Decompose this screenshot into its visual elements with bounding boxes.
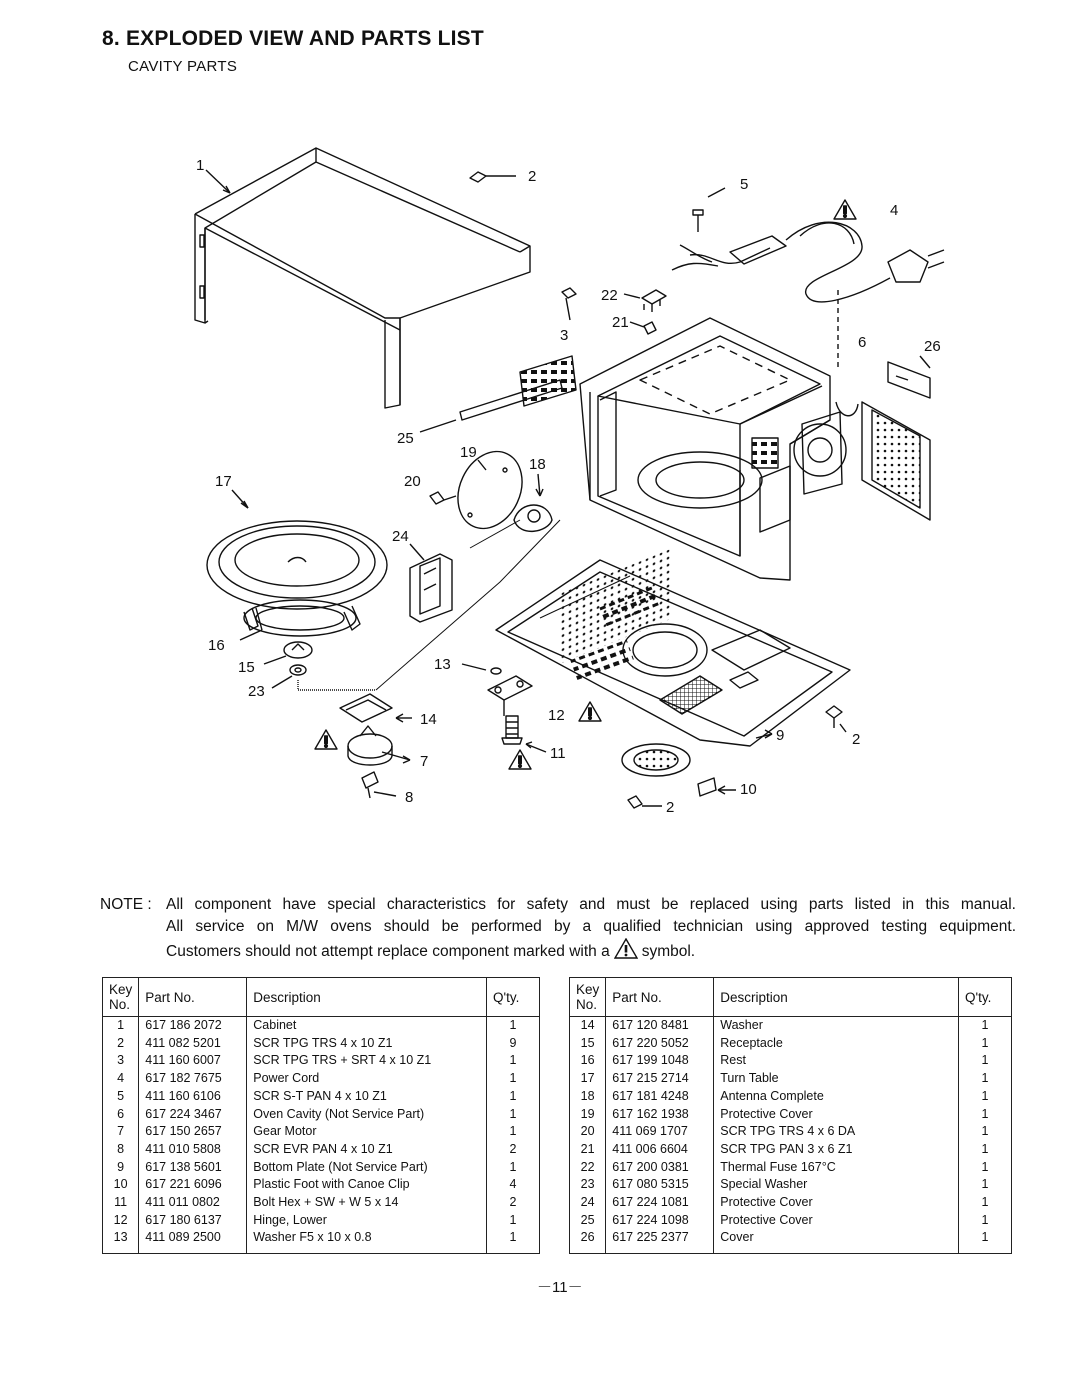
table-row [570, 1123, 1012, 1141]
qty-cell: 1 [487, 1212, 540, 1230]
table-row [570, 1106, 1012, 1124]
key-no-cell: 6 [103, 1106, 139, 1124]
qty-cell: 1 [959, 1035, 1012, 1053]
callout-label: 16 [208, 637, 225, 654]
description-cell: SCR TPG PAN 3 x 6 Z1 [714, 1141, 959, 1159]
note-body [166, 894, 1016, 963]
callout-label: 20 [404, 473, 421, 490]
qty-cell: 1 [487, 1017, 540, 1035]
leader-1 [206, 170, 230, 193]
page-title: 8. EXPLODED VIEW AND PARTS LIST [102, 27, 484, 50]
part-no-cell: 617 180 6137 [139, 1212, 247, 1230]
key-no-cell: 11 [103, 1194, 139, 1212]
part-no-cell: 411 089 2500 [139, 1229, 247, 1253]
description-cell: Protective Cover [714, 1212, 959, 1230]
callout-label: 22 [601, 287, 618, 304]
table-row [103, 1212, 540, 1230]
parts-table-right [569, 977, 1012, 1254]
part-no-cell: 617 215 2714 [606, 1070, 714, 1088]
section-subtitle: CAVITY PARTS [128, 58, 238, 75]
screw-21-part [630, 322, 656, 334]
key-no-cell: 15 [570, 1035, 606, 1053]
qty-cell: 9 [487, 1035, 540, 1053]
table-row [103, 1088, 540, 1106]
key-no-cell: 5 [103, 1088, 139, 1106]
callout-label: 7 [420, 753, 429, 770]
qty-cell: 1 [959, 1212, 1012, 1230]
part-no-cell: 411 010 5808 [139, 1141, 247, 1159]
turn-table-part [207, 490, 387, 609]
part-no-cell: 617 224 1081 [606, 1194, 714, 1212]
screw-8-part [362, 772, 396, 798]
warning-triangle-icon [579, 702, 601, 721]
callout-label: 19 [460, 444, 477, 461]
table-row [570, 1229, 1012, 1253]
lower-hinge-part [488, 676, 532, 716]
callout-label: 13 [434, 656, 451, 673]
table-row [103, 1106, 540, 1124]
table-row [570, 1017, 1012, 1035]
key-no-cell: 13 [103, 1229, 139, 1253]
note-label: NOTE : [100, 896, 152, 913]
table-row [103, 1035, 540, 1053]
description-cell: Power Cord [247, 1070, 487, 1088]
qty-cell: 1 [487, 1052, 540, 1070]
screw-5-part [693, 188, 725, 232]
key-no-cell: 8 [103, 1141, 139, 1159]
callout-label: 15 [238, 659, 255, 676]
screw-3-part [562, 288, 576, 320]
description-cell: SCR EVR PAN 4 x 10 Z1 [247, 1141, 487, 1159]
qty-cell: 1 [487, 1229, 540, 1253]
table-row [103, 1176, 540, 1194]
part-no-cell: 411 160 6106 [139, 1088, 247, 1106]
screw-right-part [826, 706, 846, 732]
callout-label: 14 [420, 711, 437, 728]
key-header: Key No. [103, 978, 139, 1017]
description-cell: Thermal Fuse 167°C [714, 1159, 959, 1177]
callout-label: 10 [740, 781, 757, 798]
description-cell: Hinge, Lower [247, 1212, 487, 1230]
description-cell: Turn Table [714, 1070, 959, 1088]
qty-cell: 1 [959, 1176, 1012, 1194]
table-row [570, 1159, 1012, 1177]
description-cell: SCR TPG TRS 4 x 10 Z1 [247, 1035, 487, 1053]
description-cell: Protective Cover [714, 1106, 959, 1124]
table-row [103, 1017, 540, 1035]
part-no-cell: 617 225 2377 [606, 1229, 714, 1253]
qty-cell: 1 [959, 1229, 1012, 1253]
table-row [103, 1229, 540, 1253]
callout-label: 4 [890, 202, 899, 219]
key-no-cell: 7 [103, 1123, 139, 1141]
qty-cell: 1 [959, 1159, 1012, 1177]
cover-part [888, 356, 930, 398]
callout-label: 2 [852, 731, 861, 748]
qty-cell: 1 [487, 1123, 540, 1141]
table-row [103, 1141, 540, 1159]
hex-bolt-part [502, 716, 546, 752]
cabinet-part [195, 148, 530, 408]
key-no-cell: 20 [570, 1123, 606, 1141]
receptacle-part [264, 642, 312, 664]
description-header: Description [247, 978, 487, 1017]
key-no-cell: 9 [103, 1159, 139, 1177]
callout-label: 17 [215, 473, 232, 490]
parts-table-body [570, 1017, 1012, 1254]
thermal-fuse-part [624, 290, 666, 312]
callout-label: 11 [550, 745, 566, 762]
part-no-cell: 617 224 3467 [139, 1106, 247, 1124]
key-no-cell: 12 [103, 1212, 139, 1230]
screw-part [470, 172, 516, 182]
protective-cover-25-part [420, 356, 576, 432]
qty-cell: 1 [487, 1106, 540, 1124]
description-cell: Receptacle [714, 1035, 959, 1053]
table-row [570, 1194, 1012, 1212]
description-cell: SCR TPG TRS + SRT 4 x 10 Z1 [247, 1052, 487, 1070]
callout-label: 2 [528, 168, 537, 185]
key-no-cell: 1 [103, 1017, 139, 1035]
back-panel-part [862, 402, 930, 520]
table-row [570, 1212, 1012, 1230]
table-row [103, 1052, 540, 1070]
key-no-cell: 3 [103, 1052, 139, 1070]
key-no-cell: 25 [570, 1212, 606, 1230]
note-line [166, 938, 1016, 963]
part-no-cell: 617 080 5315 [606, 1176, 714, 1194]
description-cell: Gear Motor [247, 1123, 487, 1141]
callout-label: 3 [560, 327, 569, 344]
parts-table-body [103, 1017, 540, 1254]
part-no-header: Part No. [139, 978, 247, 1017]
key-no-cell: 18 [570, 1088, 606, 1106]
description-cell: Antenna Complete [714, 1088, 959, 1106]
description-cell: Plastic Foot with Canoe Clip [247, 1176, 487, 1194]
note-text: Customers should not attempt replace component marked with a [166, 943, 610, 960]
part-no-cell: 617 186 2072 [139, 1017, 247, 1035]
description-cell: Oven Cavity (Not Service Part) [247, 1106, 487, 1124]
qty-cell: 1 [487, 1159, 540, 1177]
callout-label: 2 [666, 799, 675, 816]
table-row [570, 1035, 1012, 1053]
part-no-cell: 617 162 1938 [606, 1106, 714, 1124]
callout-label: 26 [924, 338, 941, 355]
description-cell: Bottom Plate (Not Service Part) [247, 1159, 487, 1177]
callout-label: 18 [529, 456, 546, 473]
antenna-part [514, 474, 552, 531]
qty-cell: 1 [959, 1088, 1012, 1106]
part-no-cell: 617 181 4248 [606, 1088, 714, 1106]
table-row [570, 1176, 1012, 1194]
key-no-cell: 17 [570, 1070, 606, 1088]
description-cell: Cover [714, 1229, 959, 1253]
part-no-cell: 617 220 5052 [606, 1035, 714, 1053]
part-no-cell: 617 221 6096 [139, 1176, 247, 1194]
special-washer-part [272, 665, 306, 688]
table-row [103, 1194, 540, 1212]
plastic-foot-part [622, 744, 736, 796]
part-no-cell: 617 120 8481 [606, 1017, 714, 1035]
description-cell: Washer F5 x 10 x 0.8 [247, 1229, 487, 1253]
qty-cell: 1 [959, 1194, 1012, 1212]
qty-header: Q'ty. [487, 978, 540, 1017]
warning-triangle-icon [834, 200, 856, 219]
table-row [103, 1159, 540, 1177]
key-no-cell: 26 [570, 1229, 606, 1253]
qty-cell: 1 [959, 1123, 1012, 1141]
table-row [570, 1141, 1012, 1159]
qty-header: Q'ty. [959, 978, 1012, 1017]
key-no-cell: 10 [103, 1176, 139, 1194]
protective-cover-24-part [410, 544, 452, 622]
warning-triangle-icon [509, 750, 531, 769]
key-no-cell: 19 [570, 1106, 606, 1124]
warning-triangle-icon [614, 938, 638, 960]
description-header: Description [714, 978, 959, 1017]
table-row [103, 1070, 540, 1088]
key-no-cell: 4 [103, 1070, 139, 1088]
callout-label: 23 [248, 683, 265, 700]
part-no-cell: 617 200 0381 [606, 1159, 714, 1177]
warning-triangle-icon [315, 730, 337, 749]
part-no-cell: 411 069 1707 [606, 1123, 714, 1141]
key-no-cell: 16 [570, 1052, 606, 1070]
washer-13-part [462, 664, 501, 674]
roller-rest-part [240, 600, 360, 640]
description-cell: Special Washer [714, 1176, 959, 1194]
description-cell: Rest [714, 1052, 959, 1070]
callout-label: 5 [740, 176, 749, 193]
key-no-cell: 2 [103, 1035, 139, 1053]
qty-cell: 1 [487, 1088, 540, 1106]
qty-cell: 1 [959, 1141, 1012, 1159]
part-no-cell: 411 082 5201 [139, 1035, 247, 1053]
description-cell: Protective Cover [714, 1194, 959, 1212]
screw-20-part [430, 492, 456, 504]
gear-motor-part [348, 726, 410, 765]
washer-14-part [340, 694, 412, 722]
part-no-header: Part No. [606, 978, 714, 1017]
qty-cell: 1 [959, 1052, 1012, 1070]
key-header: Key No. [570, 978, 606, 1017]
description-cell: Bolt Hex + SW + W 5 x 14 [247, 1194, 487, 1212]
qty-cell: 1 [959, 1017, 1012, 1035]
callout-label: 9 [776, 727, 785, 744]
table-row [570, 1052, 1012, 1070]
table-row [103, 1123, 540, 1141]
part-no-cell: 617 138 5601 [139, 1159, 247, 1177]
part-no-cell: 411 006 6604 [606, 1141, 714, 1159]
key-no-cell: 22 [570, 1159, 606, 1177]
description-cell: Washer [714, 1017, 959, 1035]
key-no-cell: 24 [570, 1194, 606, 1212]
note-line: All component have special characteristics for safety and must be replaced using parts listed in this manual. [166, 896, 1016, 913]
description-cell: SCR S-T PAN 4 x 10 Z1 [247, 1088, 487, 1106]
callout-label: 6 [858, 334, 867, 351]
callout-label: 25 [397, 430, 414, 447]
table-row [570, 1088, 1012, 1106]
callout-label: 24 [392, 528, 409, 545]
exploded-view-diagram [0, 90, 1080, 880]
qty-cell: 2 [487, 1141, 540, 1159]
table-row [570, 1070, 1012, 1088]
qty-cell: 2 [487, 1194, 540, 1212]
part-no-cell: 411 160 6007 [139, 1052, 247, 1070]
page-number: －11－ [537, 1279, 583, 1296]
description-cell: Cabinet [247, 1017, 487, 1035]
description-cell: SCR TPG TRS 4 x 6 DA [714, 1123, 959, 1141]
note-text: symbol. [641, 943, 696, 960]
qty-cell: 1 [959, 1106, 1012, 1124]
qty-cell: 1 [959, 1070, 1012, 1088]
qty-cell: 4 [487, 1176, 540, 1194]
part-no-cell: 617 182 7675 [139, 1070, 247, 1088]
callout-label: 8 [405, 789, 414, 806]
part-no-cell: 617 199 1048 [606, 1052, 714, 1070]
note-line: All service on M/W ovens should be performed by a qualified technician using approved testing equipment. [166, 918, 1016, 935]
part-no-cell: 617 224 1098 [606, 1212, 714, 1230]
qty-cell: 1 [487, 1070, 540, 1088]
key-no-cell: 21 [570, 1141, 606, 1159]
callout-label: 21 [612, 314, 629, 331]
part-no-cell: 617 150 2657 [139, 1123, 247, 1141]
key-no-cell: 23 [570, 1176, 606, 1194]
callout-label: 1 [196, 157, 205, 174]
parts-table-left [102, 977, 540, 1254]
part-no-cell: 411 011 0802 [139, 1194, 247, 1212]
screw-bottom-part [628, 796, 662, 808]
callout-label: 12 [548, 707, 565, 724]
key-no-cell: 14 [570, 1017, 606, 1035]
oven-cavity-part [580, 290, 858, 580]
power-cord-part [672, 222, 944, 302]
